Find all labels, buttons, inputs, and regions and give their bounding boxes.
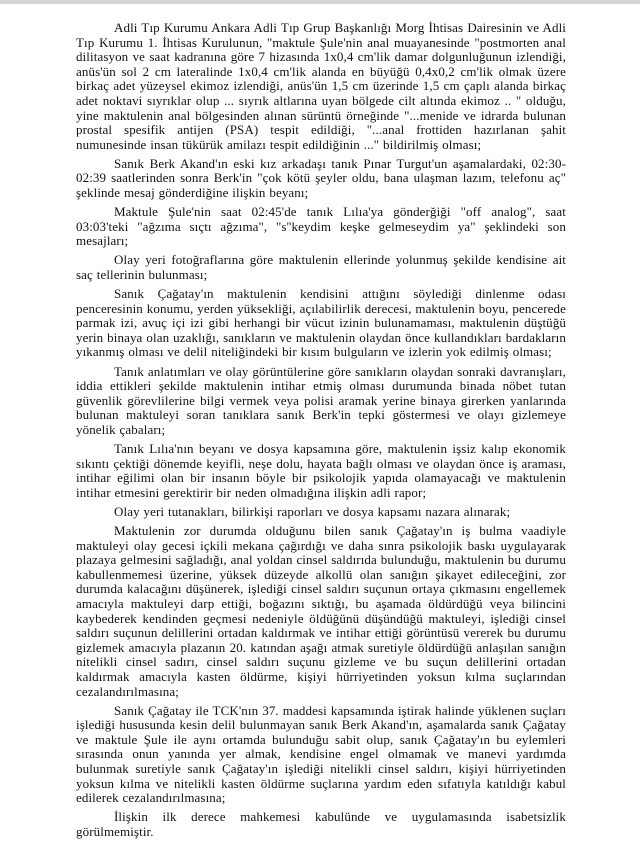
paragraph: Tanık Lılıa'nın beyanı ve dosya kapsamına göre, maktulenin işsiz kalıp ekonomik sıkıntı çektiği dönemde keyifli, neşe dolu, hayata bağlı olması ve olaydan önce iş araması, intihar eğilimi olan bir insanın böyle bir psikolojik yapıda olamayacağı ve maktulenin intihar etmesini gerektirir bir neden olmadığına ilişkin adli rapor; (76, 441, 566, 500)
paragraph: Sanık Çağatay ile TCK'nın 37. maddesi kapsamında iştirak halinde yüklenen suçları işlediği hususunda kesin delil bulunmayan sanık Berk Akand'ın, aşamalarda sanık Çağatay ve maktule Şule ile aynı ortamda bulunduğu sabit olup, sanık Çağatay'ın bu eylemleri sırasında onun yanında yer almak, kendisine engel olmamak ve manevi yardımda bulunmak suretiyle sanık Çağatay'ın işlediği nitelikli cinsel saldırı, kişiyi hürriyetinden yoksun kılma ve nitelikli kasten öldürme suçlarına yardım eden sıfatıyla katıldığı kabul edilerek cezalandırılmasına; (76, 702, 566, 806)
top-border-strip (0, 0, 640, 4)
paragraph: Maktulenin zor durumda olduğunu bilen sanık Çağatay'ın iş bulma vaadiyle maktuleyi olay gecesi içkili mekana çağırdığı ve daha sınra psikolojik baskı uygulayarak plazaya gelmesini sağladığı, anal yoldan cinsel saldırıda bulunduğu, maktulenin bu durumu kabullenmemesi üzerine, yüksek düzeyde alkollü olan sanığın şikayet edileceğini, zor durumda kalacağını düşünerek, işlediği cinsel saldırı suçunun ortaya çıkmasını engellemek amacıyla maktuleyi darp ettiği, boğazını sıktığı, bu aşamada öldürdüğü veya bilincini kaybederek kendinden geçmesi nedeniyle öldüğünü düşündüğü maktuleyi, işlediği cinsel saldırı suçunun delillerini ortadan kaldırmak ve intihar ettiği görüntüsü vererek bu durumu gizlemek amacıyla plazanın 20. katından aşağı atmak suretiyle öldürdüğü anlaşılan sanığın nitelikli cinsel sadırı, cinsel saldırı suçunu gizleme ve bu suçun delillerini ortadan kaldırmak amacıyla kasten öldürme, kişiyi hürriyetinden yoksun kılma suçlarından cezalandırılmasına; (76, 523, 566, 699)
paragraph: Tanık anlatımları ve olay görüntülerine göre sanıkların olaydan sonraki davranışları, iddia ettikleri şekilde maktulenin intihar etmiş olması durumunda binada nöbet tutan güvenlik görevlilerine bilgi vermek veya polisi aramak yerine binaya girerken yanlarında bulunan maktuleyi soran tanıklara sanık Berk'in tepki göstermesi ve olayı gizlemeye yönelik çabaları; (76, 363, 566, 437)
paragraph: İlişkin ilk derece mahkemesi kabulünde ve uygulamasında isabetsizlik görülmemiştir. (76, 809, 566, 839)
paragraph: Sanık Çağatay'ın maktulenin kendisini attığını söylediği dinlenme odası penceresinin konumu, yerden yüksekliği, açılabilirlik derecesi, maktulenin boyu, pencerede parmak izi, avuç içi izi gibi herhangi bir vücut izinin bulunamaması, maktulenin düştüğü yerin binaya olan uzaklığı, sanıkların ve maktulenin olaydan önce kullandıkları bardakların yıkanmış olması ve delil niteliğindeki bir kısım bulguların ve izlerin yok edilmiş olması; (76, 286, 566, 360)
paragraph: Sanık Berk Akand'ın eski kız arkadaşı tanık Pınar Turgut'un aşamalardaki, 02:30-02:39 saatlerinden sonra Berk'in "çok kötü şeyler oldu, bana ulaşman lazım, telefonu aç" şeklinde mesaj gönderdiğine ilişkin beyanı; (76, 155, 566, 201)
paragraph: Maktule Şule'nin saat 02:45'de tanık Lılıa'ya gönderğiği "off analog", saat 03:03'teki "ağzıma sıçtı ağzıma", "s''keydim keşke gelmeseydim ya" şeklindeki son mesajları; (76, 204, 566, 249)
paragraph: Adli Tıp Kurumu Ankara Adli Tıp Grup Başkanlığı Morg İhtisas Dairesinin ve Adli Tıp Kurumu 1. İhtisas Kurulunun, "maktule Şule'nin anal muayanesinde "postmorten anal dilitasyon ve saat kadranına göre 7 hizasında 1x0,4 cm'lik damar dolgunluğunun izlendiği, anüs'ün sol 2 cm lateralinde 1x0,4 cm'lik alanda en büyüğü 0,4x0,2 cm'lik olmak üzere birkaç adet yüzeysel ekimoz izlendiği, anüs'ün 1,5 cm üzerinde 1,5 cm çaplı alanda birkaç adet noktavi sıyrıklar olup ... sıyrık altlarına uyan bölgede cilt altında ekimoz .. " olduğu, yine maktulenin anal bölgesinden alınan sürüntü örneğinde "...menide ve idrarda bulunan prostal spesifik antijen (PSA) tespit edildiği, "...anal frottiden hazırlanan şahit numunesinde insan tükürük amilazı tespit edildiğinin ..." bildirilmiş olması; (76, 20, 566, 152)
paragraph: Olay yeri fotoğraflarına göre maktulenin ellerinde yolunmuş şekilde kendisine ait saç tellerinin bulunması; (76, 252, 566, 282)
paragraph: Olay yeri tutanakları, bilirkişi raporları ve dosya kapsamı nazara alınarak; (114, 503, 511, 519)
document-text (76, 21, 566, 844)
